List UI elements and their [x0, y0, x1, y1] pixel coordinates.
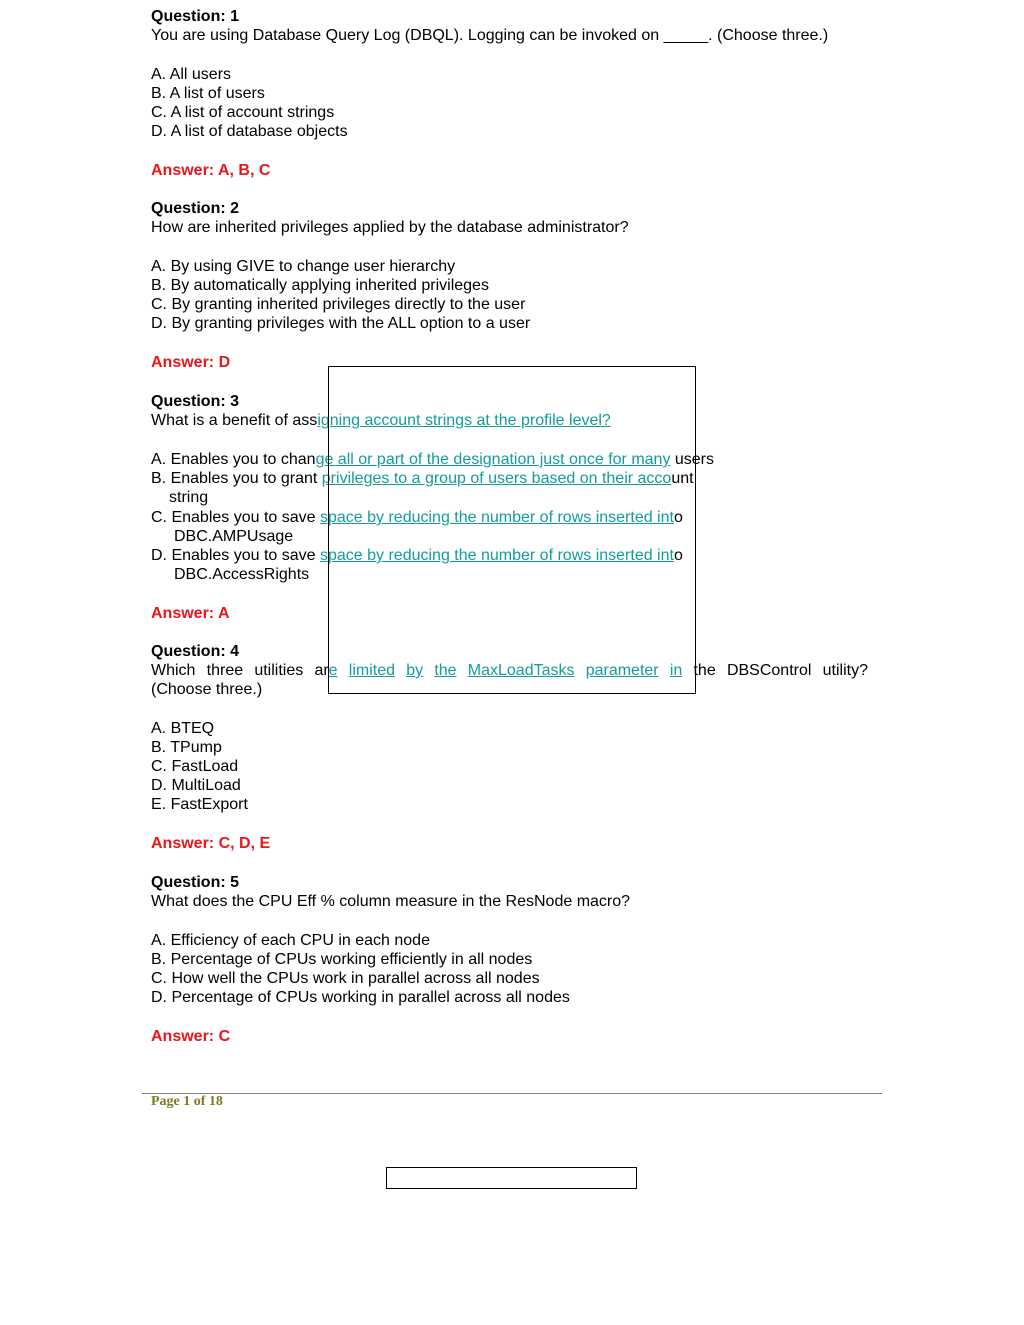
question-2-option-c: C. By granting inherited privileges directly to the user [151, 296, 526, 313]
prompt-word: utility? [822, 662, 868, 679]
question-5-title: Question: 5 [151, 874, 240, 891]
prompt-link-word[interactable]: the [434, 662, 457, 679]
prompt-word: the [693, 662, 716, 679]
option-d-text: D. Enables you to save [151, 547, 320, 564]
prompt-link-word[interactable]: MaxLoadTasks [467, 662, 575, 679]
question-1-option-d: D. A list of database objects [151, 123, 348, 140]
prompt-word: utilities [254, 662, 304, 679]
prompt-link-word[interactable]: limited [348, 662, 396, 679]
option-b-text: B. Enables you to grant [151, 470, 322, 487]
question-3-title: Question: 3 [151, 393, 240, 410]
prompt-word: three [206, 662, 244, 679]
link-annotation-box[interactable] [328, 366, 696, 694]
question-2-option-d: D. By granting privileges with the ALL option to a user [151, 315, 531, 332]
option-d-link[interactable]: space by reducing the number of rows inserted int [319, 547, 674, 564]
prompt-word: Which [151, 662, 196, 679]
prompt-link-word[interactable]: e [328, 662, 338, 679]
option-a-text: A. Enables you to chan [151, 451, 316, 468]
question-5-option-a: A. Efficiency of each CPU in each node [151, 932, 430, 949]
question-3-prompt-link[interactable]: igning account strings at the profile level? [317, 412, 611, 429]
prompt-word: DBSControl [726, 662, 812, 679]
prompt-word: ar [314, 662, 329, 679]
footer-divider [142, 1093, 882, 1094]
question-4-answer: Answer: C, D, E [151, 835, 271, 852]
question-5-option-c: C. How well the CPUs work in parallel across all nodes [151, 970, 540, 987]
question-1-prompt: You are using Database Query Log (DBQL). Logging can be invoked on _____. (Choose three.) [151, 27, 829, 44]
bottom-field-box[interactable] [386, 1167, 637, 1189]
option-a-tail: users [670, 451, 715, 468]
question-1-answer: Answer: A, B, C [151, 162, 271, 179]
question-1-option-b: B. A list of users [151, 85, 265, 102]
option-b-continuation: string [169, 489, 209, 506]
question-2-option-a: A. By using GIVE to change user hierarchy [151, 258, 456, 275]
question-1-title: Question: 1 [151, 8, 240, 25]
question-2-option-b: B. By automatically applying inherited privileges [151, 277, 489, 294]
prompt-link-word[interactable]: by [406, 662, 424, 679]
question-1-option-a: A. All users [151, 66, 232, 83]
question-5-answer: Answer: C [151, 1028, 231, 1045]
question-2-prompt: How are inherited privileges applied by the database administrator? [151, 219, 629, 236]
question-4-option-b: B. TPump [151, 739, 222, 756]
question-2-answer: Answer: D [151, 354, 231, 371]
question-5-option-d: D. Percentage of CPUs working in parallel across all nodes [151, 989, 570, 1006]
option-c-continuation: DBC.AMPUsage [174, 528, 294, 545]
option-b-link[interactable]: privileges to a group of users based on their acco [321, 470, 672, 487]
question-3-answer: Answer: A [151, 605, 230, 622]
prompt-link-word[interactable]: parameter [585, 662, 659, 679]
question-3-prompt-text: What is a benefit of ass [151, 412, 318, 429]
question-1-option-c: C. A list of account strings [151, 104, 335, 121]
question-4-option-d: D. MultiLoad [151, 777, 241, 794]
question-4-prompt-line-2: (Choose three.) [151, 681, 263, 698]
question-5-prompt: What does the CPU Eff % column measure in the ResNode macro? [151, 893, 631, 910]
option-c-link[interactable]: space by reducing the number of rows inserted int [319, 509, 674, 526]
option-d-continuation: DBC.AccessRights [174, 566, 310, 583]
page-number: Page 1 of 18 [151, 1094, 223, 1109]
question-4-option-e: E. FastExport [151, 796, 248, 813]
option-b-tail: unt [671, 470, 694, 487]
question-5-option-b: B. Percentage of CPUs working efficiently in all nodes [151, 951, 533, 968]
question-4-option-c: C. FastLoad [151, 758, 239, 775]
option-a-link[interactable]: ge all or part of the designation just once for many [315, 451, 671, 468]
option-c-tail: o [673, 509, 683, 526]
question-4-title: Question: 4 [151, 643, 240, 660]
option-c-text: C. Enables you to save [151, 509, 320, 526]
question-2-title: Question: 2 [151, 200, 240, 217]
option-d-tail: o [673, 547, 683, 564]
question-4-option-a: A. BTEQ [151, 720, 215, 737]
prompt-link-word[interactable]: in [669, 662, 683, 679]
